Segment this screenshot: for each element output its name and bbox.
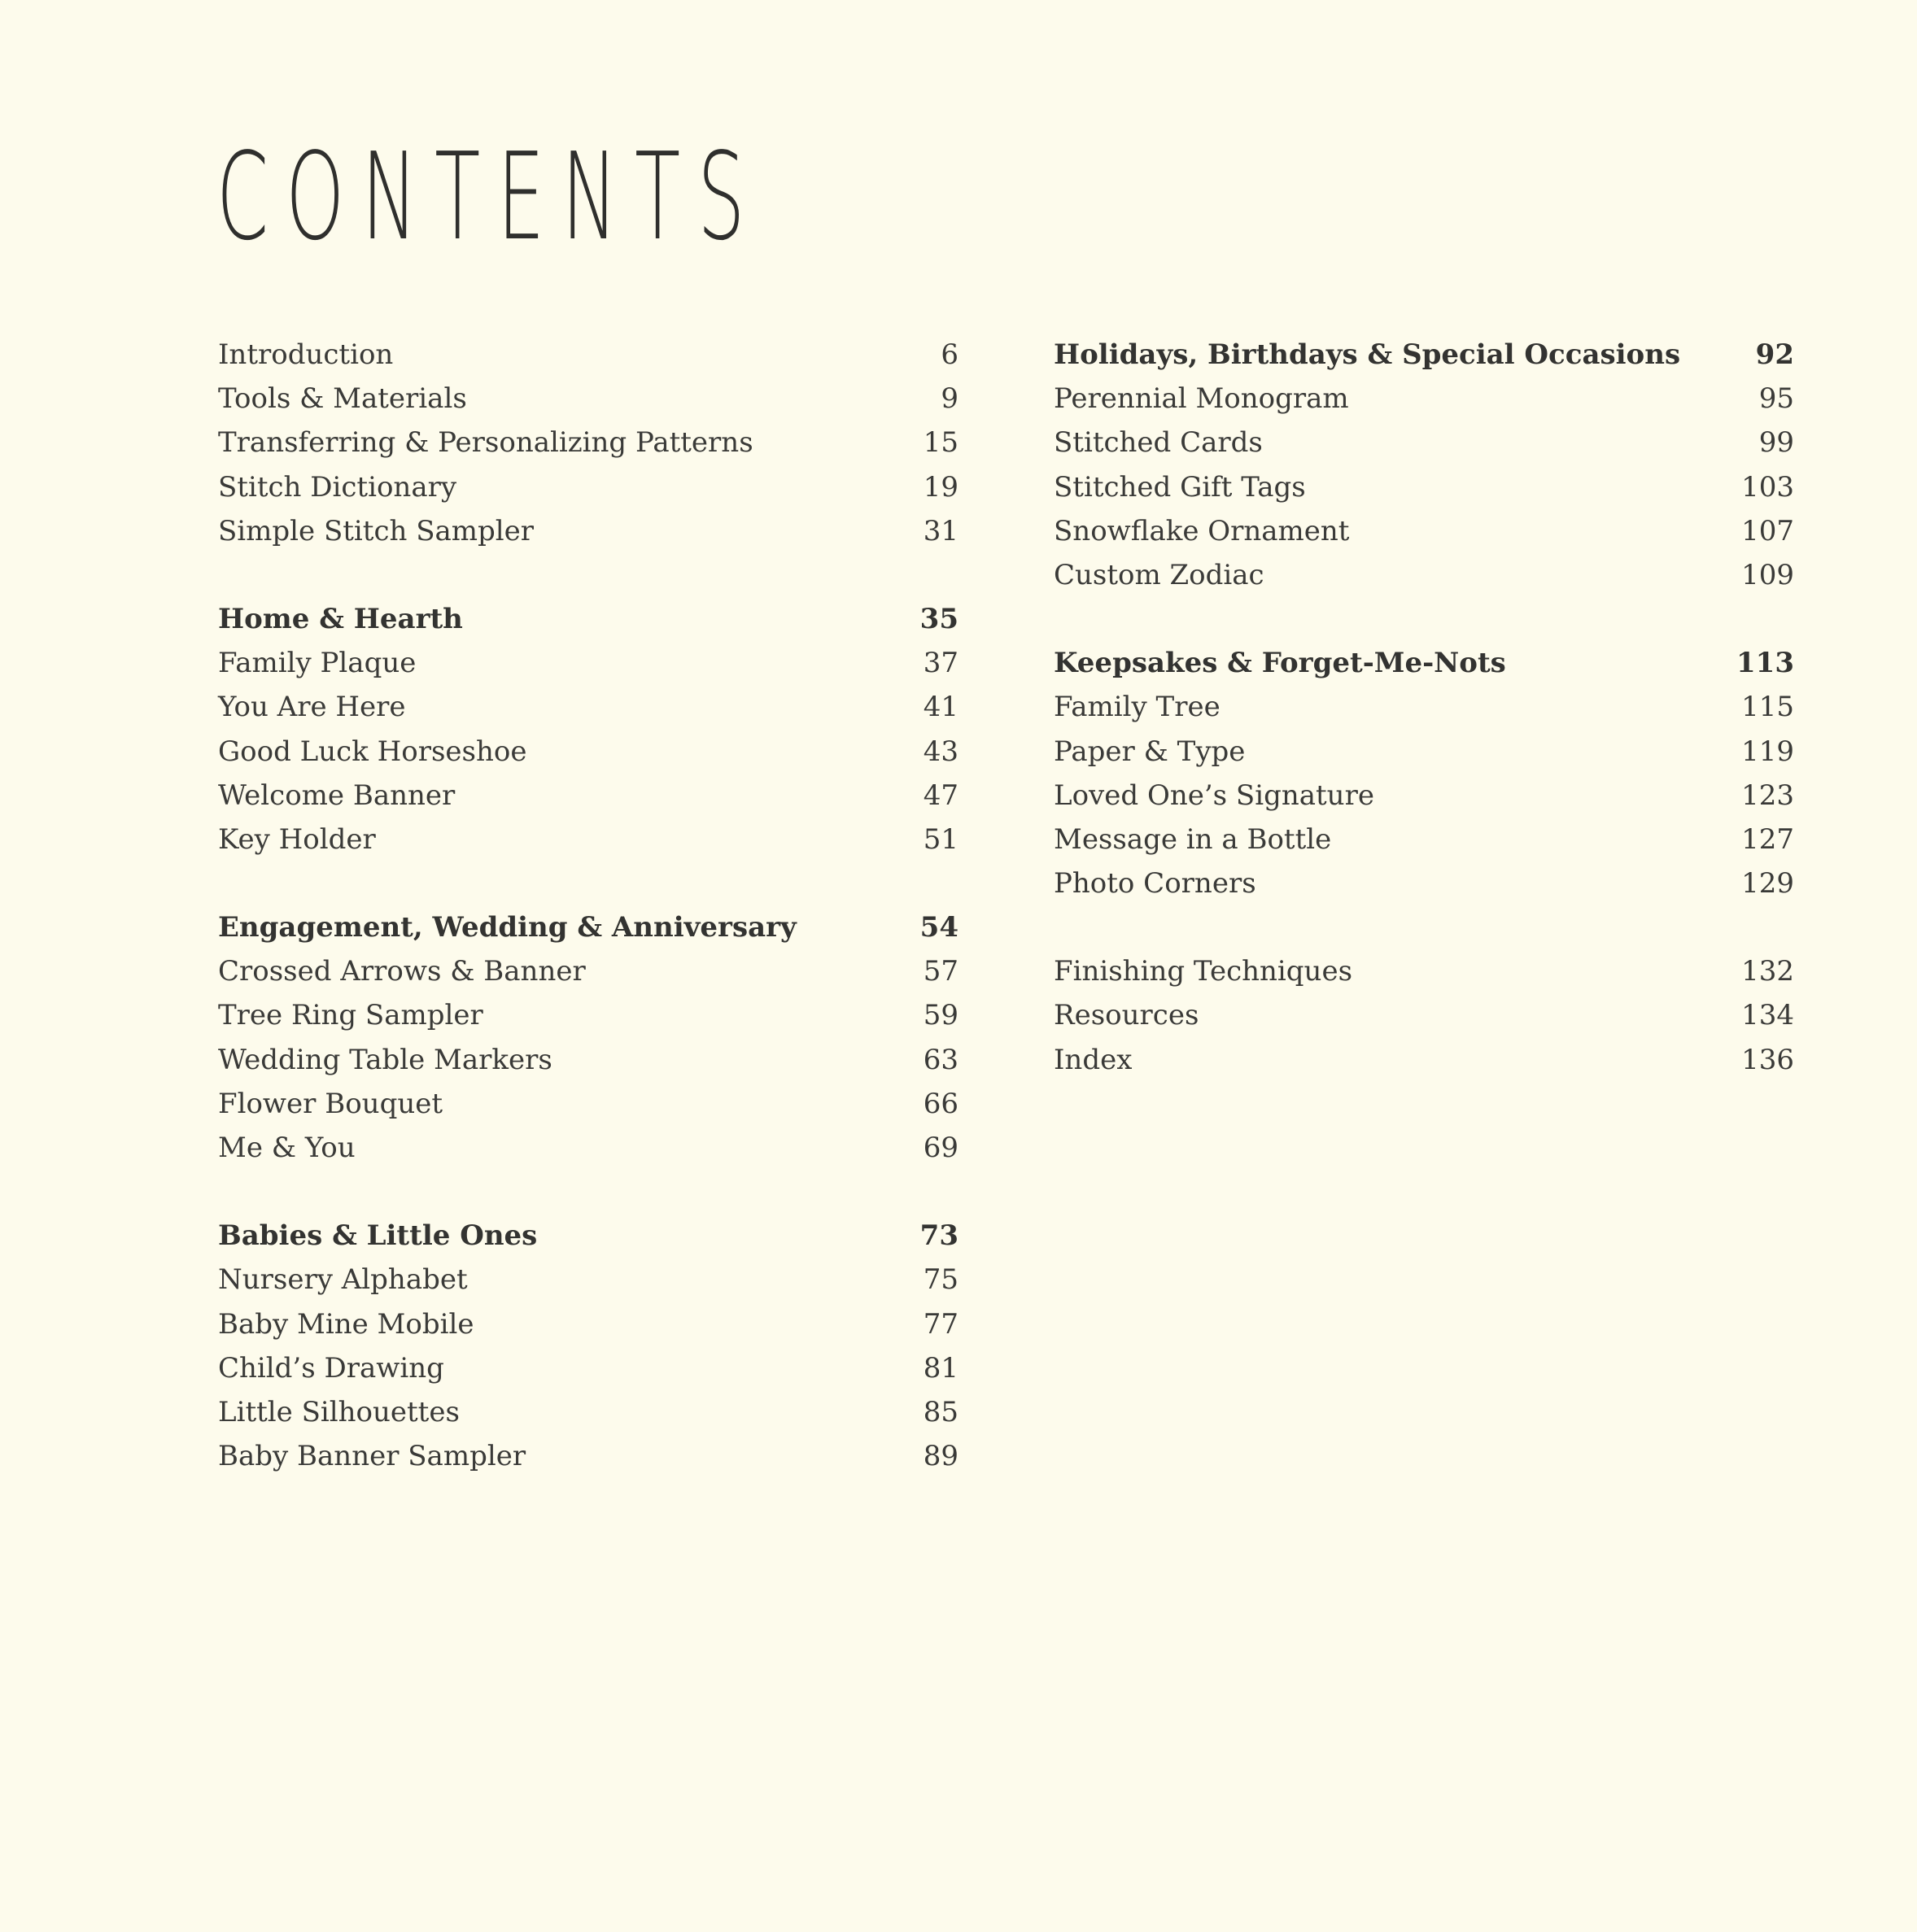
- toc-entry[interactable]: [218, 647, 958, 691]
- toc-entry[interactable]: [218, 338, 958, 382]
- toc-entry[interactable]: [1054, 382, 1794, 426]
- toc-entry-title: Snowflake Ornament: [1054, 514, 1350, 547]
- toc-section-back-matter: [1054, 955, 1794, 1088]
- toc-heading-title: Engagement, Wedding & Anniversary: [218, 911, 797, 944]
- toc-entry-title: Baby Mine Mobile: [218, 1307, 474, 1341]
- toc-entry-page: 134: [1741, 999, 1794, 1032]
- toc-column-left: [218, 338, 958, 1528]
- toc-entry-title: Paper & Type: [1054, 735, 1246, 768]
- toc-entry-title: Stitched Gift Tags: [1054, 470, 1306, 504]
- toc-entry-title: Resources: [1054, 999, 1199, 1032]
- toc-entry-page: 57: [923, 955, 958, 988]
- toc-section-keepsakes: [1054, 647, 1794, 911]
- toc-entry-page: 123: [1741, 778, 1794, 812]
- toc-heading-page: 113: [1736, 647, 1794, 680]
- toc-entry-title: Key Holder: [218, 822, 376, 856]
- toc-entry-title: Transferring & Personalizing Patterns: [218, 426, 753, 460]
- toc-entry[interactable]: [1054, 955, 1794, 999]
- toc-entry[interactable]: [1054, 426, 1794, 470]
- toc-entry-title: Tree Ring Sampler: [218, 999, 483, 1032]
- toc-entry-page: 47: [923, 778, 958, 812]
- toc-entry-page: 107: [1741, 514, 1794, 547]
- toc-section-heading[interactable]: [218, 1219, 958, 1263]
- toc-entry-page: 51: [923, 822, 958, 856]
- page-title: CONTENTS: [216, 127, 762, 267]
- toc-entry-page: 15: [923, 426, 958, 460]
- toc-entry-title: Index: [1054, 1043, 1133, 1076]
- toc-entry[interactable]: [218, 1308, 958, 1352]
- toc-entry[interactable]: [218, 779, 958, 823]
- toc-entry-title: Stitch Dictionary: [218, 470, 457, 504]
- toc-section-holidays: [1054, 338, 1794, 603]
- toc-entry-title: Me & You: [218, 1132, 356, 1164]
- toc-entry-title: Crossed Arrows & Banner: [218, 955, 586, 988]
- toc-entry[interactable]: [218, 955, 958, 999]
- toc-entry[interactable]: [218, 1396, 958, 1440]
- toc-entry[interactable]: [1054, 999, 1794, 1043]
- toc-entry-page: 43: [923, 735, 958, 768]
- toc-entry-title: Wedding Table Markers: [218, 1043, 552, 1076]
- toc-entry-page: 89: [923, 1440, 958, 1473]
- toc-entry-title: Tools & Materials: [218, 382, 467, 416]
- toc-entry-page: 95: [1758, 382, 1794, 416]
- toc-entry-title: Perennial Monogram: [1054, 382, 1349, 416]
- toc-entry-title: Welcome Banner: [218, 778, 456, 812]
- toc-entry-page: 41: [923, 691, 958, 724]
- toc-section-heading[interactable]: [1054, 338, 1794, 382]
- toc-entry-title: Introduction: [218, 338, 394, 371]
- toc-entry[interactable]: [1054, 823, 1794, 867]
- toc-entry-page: 103: [1741, 470, 1794, 504]
- toc-entry-title: Simple Stitch Sampler: [218, 514, 535, 547]
- toc-entry[interactable]: [218, 1440, 958, 1484]
- toc-section-home-hearth: [218, 603, 958, 867]
- toc-heading-title: Holidays, Birthdays & Special Occasions: [1054, 338, 1681, 371]
- toc-heading-title: Keepsakes & Forget-Me-Nots: [1054, 647, 1506, 680]
- toc-entry[interactable]: [1054, 735, 1794, 779]
- toc-entry-title: Stitched Cards: [1054, 426, 1263, 460]
- toc-section-babies: [218, 1219, 958, 1484]
- toc-entry[interactable]: [218, 426, 958, 470]
- toc-entry-page: 59: [923, 999, 958, 1032]
- toc-entry-page: 63: [923, 1043, 958, 1076]
- toc-heading-page: 92: [1755, 338, 1794, 371]
- toc-entry-page: 127: [1741, 822, 1794, 856]
- toc-entry-page: 9: [941, 382, 958, 416]
- toc-entry-title: Family Tree: [1054, 691, 1221, 724]
- toc-entry-page: 66: [923, 1087, 958, 1120]
- toc-entry-title: Little Silhouettes: [218, 1395, 460, 1428]
- toc-heading-page: 73: [919, 1219, 958, 1253]
- toc-section-engagement: [218, 911, 958, 1175]
- toc-entry-title: Child’s Drawing: [218, 1351, 444, 1385]
- toc-entry-title: Loved One’s Signature: [1054, 778, 1374, 812]
- toc-entry-page: 37: [923, 647, 958, 680]
- toc-entry[interactable]: [218, 691, 958, 735]
- toc-entry[interactable]: [218, 382, 958, 426]
- toc-entry-title: Message in a Bottle: [1054, 822, 1332, 856]
- toc-entry[interactable]: [218, 999, 958, 1043]
- toc-entry-page: 77: [923, 1307, 958, 1341]
- toc-entry-page: 75: [923, 1263, 958, 1297]
- toc-entry[interactable]: [1054, 779, 1794, 823]
- toc-entry-page: 119: [1741, 735, 1794, 768]
- toc-entry-title: Photo Corners: [1054, 867, 1256, 901]
- toc-entry-page: 19: [923, 470, 958, 504]
- toc-entry-page: 81: [923, 1351, 958, 1385]
- toc-entry-title: Nursery Alphabet: [218, 1263, 468, 1297]
- toc-heading-page: 54: [919, 911, 958, 944]
- toc-entry-page: 129: [1741, 867, 1794, 901]
- toc-section-heading[interactable]: [1054, 647, 1794, 691]
- toc-heading-title: Home & Hearth: [218, 602, 463, 635]
- toc-entry[interactable]: [218, 1263, 958, 1307]
- toc-entry-title: Good Luck Horseshoe: [218, 735, 527, 768]
- toc-entry[interactable]: [218, 1132, 958, 1175]
- toc-entry-title: Flower Bouquet: [218, 1087, 443, 1120]
- toc-entry-title: Family Plaque: [218, 647, 417, 680]
- toc-entry-page: 6: [941, 338, 958, 371]
- toc-entry-title: You Are Here: [218, 691, 406, 724]
- toc-entry[interactable]: [218, 1088, 958, 1132]
- toc-entry-page: 132: [1741, 955, 1794, 988]
- toc-entry[interactable]: [218, 471, 958, 515]
- toc-entry-page: 109: [1741, 558, 1794, 591]
- toc-entry[interactable]: [1054, 867, 1794, 911]
- toc-heading-page: 35: [919, 602, 958, 635]
- toc-entry[interactable]: [1054, 1044, 1794, 1088]
- toc-entry-page: 31: [923, 514, 958, 547]
- toc-entry-title: Custom Zodiac: [1054, 558, 1264, 591]
- toc-entry[interactable]: [1054, 515, 1794, 559]
- toc-entry-title: Finishing Techniques: [1054, 955, 1353, 988]
- toc-entry-page: 99: [1758, 426, 1794, 460]
- toc-entry[interactable]: [218, 515, 958, 559]
- toc-entry[interactable]: [1054, 471, 1794, 515]
- toc-entry[interactable]: [1054, 691, 1794, 735]
- toc-entry-title: Baby Banner Sampler: [218, 1440, 526, 1473]
- toc-entry[interactable]: [1054, 559, 1794, 603]
- toc-entry[interactable]: [218, 735, 958, 779]
- toc-entry[interactable]: [218, 1044, 958, 1088]
- toc-entry-page: 115: [1741, 691, 1794, 724]
- toc-entry[interactable]: [218, 823, 958, 867]
- toc-heading-title: Babies & Little Ones: [218, 1219, 538, 1253]
- toc-section-intro: [218, 338, 958, 559]
- toc-entry-page: 85: [923, 1395, 958, 1428]
- toc-section-heading[interactable]: [218, 911, 958, 955]
- toc-entry-page: 69: [923, 1132, 958, 1164]
- toc-column-right: [1054, 338, 1794, 1132]
- toc-entry-page: 136: [1741, 1043, 1794, 1076]
- toc-entry[interactable]: [218, 1352, 958, 1396]
- toc-section-heading[interactable]: [218, 603, 958, 647]
